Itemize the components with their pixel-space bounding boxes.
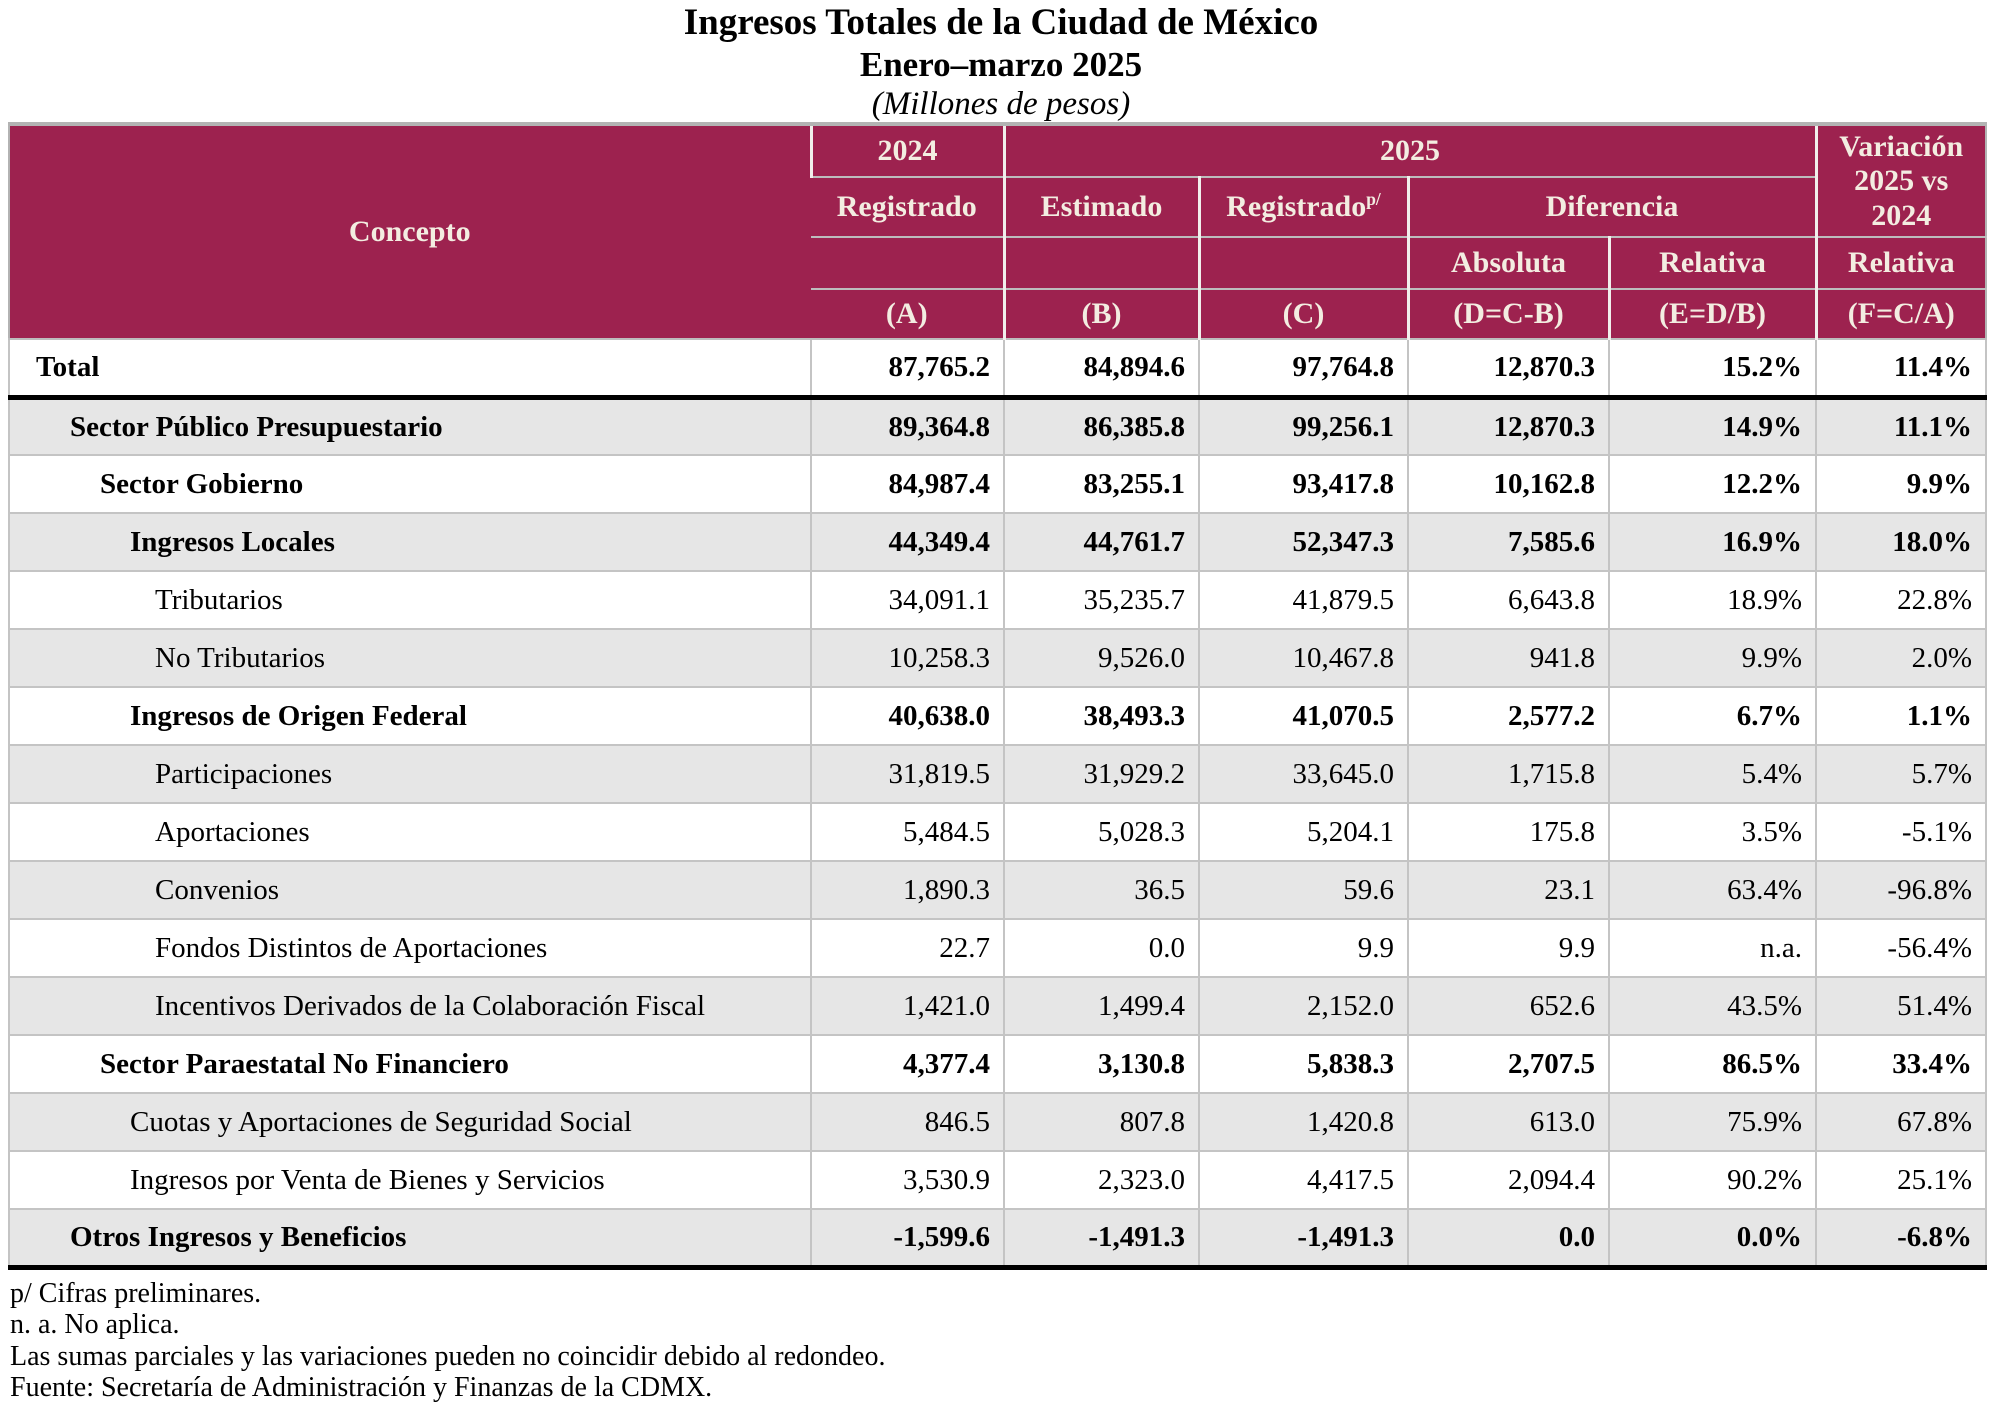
value-cell: 2,152.0 (1199, 977, 1408, 1035)
value-cell: 35,235.7 (1004, 571, 1199, 629)
value-cell: -6.8% (1816, 1209, 1986, 1267)
table-header (9, 124, 1986, 339)
table-row (9, 687, 1986, 745)
value-cell: 0.0 (1408, 1209, 1609, 1267)
row-label: Incentivos Derivados de la Colaboración Fiscal (9, 977, 811, 1035)
row-label: Participaciones (9, 745, 811, 803)
value-cell: 89,364.8 (811, 397, 1004, 455)
value-cell: 9,526.0 (1004, 629, 1199, 687)
value-cell: 5.4% (1609, 745, 1816, 803)
value-cell: 87,765.2 (811, 339, 1004, 397)
row-label: Sector Público Presupuestario (9, 397, 811, 455)
value-cell: 43.5% (1609, 977, 1816, 1035)
header-year-2024: 2024 (811, 124, 1004, 177)
table-row (9, 745, 1986, 803)
table-row (9, 339, 1986, 397)
table-row (9, 397, 1986, 455)
value-cell: 9.9% (1609, 629, 1816, 687)
value-cell: 33.4% (1816, 1035, 1986, 1093)
table-row (9, 571, 1986, 629)
value-cell: 18.0% (1816, 513, 1986, 571)
preliminary-figures-marker: p/ (1366, 189, 1381, 210)
footnotes (10, 1278, 2002, 1403)
value-cell: 12,870.3 (1408, 397, 1609, 455)
header-relativa-variacion: Relativa (1816, 237, 1986, 289)
header-spacer-c (1199, 237, 1408, 289)
row-label: Sector Paraestatal No Financiero (9, 1035, 811, 1093)
row-label: Ingresos por Venta de Bienes y Servicios (9, 1151, 811, 1209)
table-row (9, 455, 1986, 513)
footnote-source: Fuente: Secretaría de Administración y Finanzas de la CDMX. (10, 1372, 713, 1404)
report-title-block (0, 0, 2002, 122)
footnote-na: n. a. No aplica. (10, 1309, 180, 1341)
table-row (9, 629, 1986, 687)
value-cell: 52,347.3 (1199, 513, 1408, 571)
value-cell: 7,585.6 (1408, 513, 1609, 571)
header-concepto: Concepto (9, 124, 811, 339)
value-cell: 84,894.6 (1004, 339, 1199, 397)
header-variacion: Variación 2025 vs 2024 (1816, 124, 1986, 237)
value-cell: 84,987.4 (811, 455, 1004, 513)
value-cell: 2,707.5 (1408, 1035, 1609, 1093)
footnote-rounding: Las sumas parciales y las variaciones pueden no coincidir debido al redondeo. (10, 1340, 886, 1372)
value-cell: 11.1% (1816, 397, 1986, 455)
value-cell: 25.1% (1816, 1151, 1986, 1209)
value-cell: 51.4% (1816, 977, 1986, 1035)
value-cell: 846.5 (811, 1093, 1004, 1151)
row-label: Convenios (9, 861, 811, 919)
value-cell: -96.8% (1816, 861, 1986, 919)
value-cell: -1,491.3 (1199, 1209, 1408, 1267)
value-cell: 10,258.3 (811, 629, 1004, 687)
value-cell: 86.5% (1609, 1035, 1816, 1093)
value-cell: 5,028.3 (1004, 803, 1199, 861)
value-cell: 12.2% (1609, 455, 1816, 513)
value-cell: 15.2% (1609, 339, 1816, 397)
row-label: Tributarios (9, 571, 811, 629)
value-cell: 0.0% (1609, 1209, 1816, 1267)
row-label: Fondos Distintos de Aportaciones (9, 919, 811, 977)
value-cell: 613.0 (1408, 1093, 1609, 1151)
header-formula-e: (E=D/B) (1609, 289, 1816, 339)
page-title: Ingresos Totales de la Ciudad de México (683, 2, 1319, 43)
value-cell: 1,420.8 (1199, 1093, 1408, 1151)
value-cell: 0.0 (1004, 919, 1199, 977)
value-cell: 99,256.1 (1199, 397, 1408, 455)
row-label: Ingresos de Origen Federal (9, 687, 811, 745)
row-label: Aportaciones (9, 803, 811, 861)
value-cell: 1,890.3 (811, 861, 1004, 919)
value-cell: 14.9% (1609, 397, 1816, 455)
value-cell: 63.4% (1609, 861, 1816, 919)
income-table (8, 122, 1987, 1270)
value-cell: 652.6 (1408, 977, 1609, 1035)
row-label: Sector Gobierno (9, 455, 811, 513)
value-cell: 6.7% (1609, 687, 1816, 745)
value-cell: -1,599.6 (811, 1209, 1004, 1267)
value-cell: 6,643.8 (1408, 571, 1609, 629)
header-formula-d: (D=C-B) (1408, 289, 1609, 339)
value-cell: 941.8 (1408, 629, 1609, 687)
value-cell: 75.9% (1609, 1093, 1816, 1151)
value-cell: 2,577.2 (1408, 687, 1609, 745)
header-formula-b: (B) (1004, 289, 1199, 339)
value-cell: 86,385.8 (1004, 397, 1199, 455)
table-row (9, 1035, 1986, 1093)
value-cell: 33,645.0 (1199, 745, 1408, 803)
value-cell: 12,870.3 (1408, 339, 1609, 397)
value-cell: 4,417.5 (1199, 1151, 1408, 1209)
value-cell: 1,499.4 (1004, 977, 1199, 1035)
value-cell: -56.4% (1816, 919, 1986, 977)
table-body (9, 339, 1986, 1267)
table-row (9, 977, 1986, 1035)
value-cell: 40,638.0 (811, 687, 1004, 745)
value-cell: 59.6 (1199, 861, 1408, 919)
value-cell: 10,467.8 (1199, 629, 1408, 687)
value-cell: 22.7 (811, 919, 1004, 977)
value-cell: 9.9 (1408, 919, 1609, 977)
value-cell: 31,819.5 (811, 745, 1004, 803)
value-cell: 9.9% (1816, 455, 1986, 513)
row-label: Cuotas y Aportaciones de Seguridad Social (9, 1093, 811, 1151)
value-cell: 11.4% (1816, 339, 1986, 397)
value-cell: 5.7% (1816, 745, 1986, 803)
value-cell: 44,761.7 (1004, 513, 1199, 571)
value-cell: -5.1% (1816, 803, 1986, 861)
value-cell: 67.8% (1816, 1093, 1986, 1151)
header-formula-a: (A) (811, 289, 1004, 339)
table-row (9, 1151, 1986, 1209)
value-cell: 10,162.8 (1408, 455, 1609, 513)
footnote-preliminary: p/ Cifras preliminares. (10, 1277, 262, 1309)
value-cell: 23.1 (1408, 861, 1609, 919)
value-cell: 44,349.4 (811, 513, 1004, 571)
value-cell: 22.8% (1816, 571, 1986, 629)
value-cell: 2,323.0 (1004, 1151, 1199, 1209)
header-registrado-2025-text: Registrado (1226, 190, 1367, 224)
header-formula-c: (C) (1199, 289, 1408, 339)
header-registrado-2024: Registrado (811, 177, 1004, 237)
header-year-2025: 2025 (1004, 124, 1816, 177)
value-cell: 83,255.1 (1004, 455, 1199, 513)
table-row (9, 1209, 1986, 1267)
table-row (9, 513, 1986, 571)
row-label: Ingresos Locales (9, 513, 811, 571)
value-cell: 3,130.8 (1004, 1035, 1199, 1093)
header-estimado: Estimado (1004, 177, 1199, 237)
value-cell: 1,421.0 (811, 977, 1004, 1035)
table-row (9, 861, 1986, 919)
value-cell: 16.9% (1609, 513, 1816, 571)
value-cell: n.a. (1609, 919, 1816, 977)
table-row (9, 803, 1986, 861)
value-cell: -1,491.3 (1004, 1209, 1199, 1267)
value-cell: 4,377.4 (811, 1035, 1004, 1093)
value-cell: 38,493.3 (1004, 687, 1199, 745)
value-cell: 3.5% (1609, 803, 1816, 861)
page-subtitle-period: Enero–marzo 2025 (859, 44, 1143, 84)
page-subtitle-units: (Millones de pesos) (871, 85, 1131, 122)
header-formula-f: (F=C/A) (1816, 289, 1986, 339)
value-cell: 5,484.5 (811, 803, 1004, 861)
value-cell: 1.1% (1816, 687, 1986, 745)
header-relativa: Relativa (1609, 237, 1816, 289)
value-cell: 2,094.4 (1408, 1151, 1609, 1209)
value-cell: 2.0% (1816, 629, 1986, 687)
table-row (9, 1093, 1986, 1151)
value-cell: 97,764.8 (1199, 339, 1408, 397)
value-cell: 93,417.8 (1199, 455, 1408, 513)
value-cell: 9.9 (1199, 919, 1408, 977)
value-cell: 90.2% (1609, 1151, 1816, 1209)
value-cell: 36.5 (1004, 861, 1199, 919)
header-registrado-2025 (1199, 177, 1408, 237)
header-spacer-a (811, 237, 1004, 289)
value-cell: 1,715.8 (1408, 745, 1609, 803)
row-label: Otros Ingresos y Beneficios (9, 1209, 811, 1267)
value-cell: 18.9% (1609, 571, 1816, 629)
value-cell: 5,838.3 (1199, 1035, 1408, 1093)
value-cell: 807.8 (1004, 1093, 1199, 1151)
table-row (9, 919, 1986, 977)
value-cell: 175.8 (1408, 803, 1609, 861)
value-cell: 34,091.1 (811, 571, 1004, 629)
row-label: No Tributarios (9, 629, 811, 687)
value-cell: 41,879.5 (1199, 571, 1408, 629)
header-diferencia: Diferencia (1408, 177, 1816, 237)
value-cell: 3,530.9 (811, 1151, 1004, 1209)
value-cell: 5,204.1 (1199, 803, 1408, 861)
header-spacer-b (1004, 237, 1199, 289)
row-label: Total (9, 339, 811, 397)
value-cell: 31,929.2 (1004, 745, 1199, 803)
header-absoluta: Absoluta (1408, 237, 1609, 289)
value-cell: 41,070.5 (1199, 687, 1408, 745)
